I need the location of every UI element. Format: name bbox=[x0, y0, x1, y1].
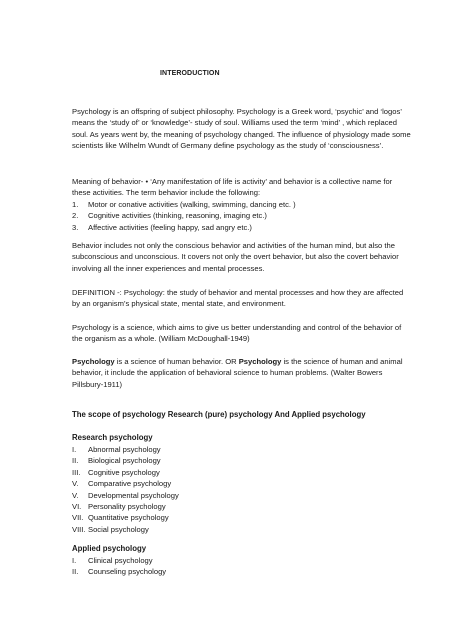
list-text: Cognitive psychology bbox=[88, 467, 160, 477]
list-number: I. bbox=[72, 556, 77, 565]
list-number: 1. bbox=[72, 200, 79, 209]
list-number: 3. bbox=[72, 222, 79, 232]
list-text: Motor or conative activities (walking, swimming, dancing etc. ) bbox=[88, 200, 296, 209]
list-text: Counseling psychology bbox=[88, 567, 167, 577]
list-item bbox=[72, 210, 296, 221]
list-item bbox=[72, 199, 296, 210]
list-text: Developmental psychology bbox=[88, 490, 179, 500]
behavior-scope-paragraph: Behavior includes not only the conscious behavior and activities of the human mind, but also the subconscious and unconscious. It covers not only the overt behavior, but also the covert behavior involving all the inner experiences and mental processes. bbox=[72, 241, 399, 273]
list-item bbox=[72, 555, 166, 566]
research-list bbox=[72, 444, 179, 535]
list-number: 2. bbox=[72, 211, 79, 221]
list-item bbox=[72, 524, 179, 535]
pillsbury-paragraph bbox=[72, 356, 412, 390]
list-number: III. bbox=[72, 467, 81, 477]
list-item bbox=[72, 444, 179, 455]
list-number: II. bbox=[72, 567, 79, 577]
list-text: Comparative psychology bbox=[88, 479, 172, 489]
list-number: VII. bbox=[72, 513, 84, 523]
intro-paragraph: Psychology is an offspring of subject philosophy. Psychology is a Greek word, ‘psychic’ and ‘logos’ means the ‘study of’ or ‘knowledge’- study of soul. Williams used the term ‘mind’ , which replaced soul. As years went by, the meaning of psychology changed. The influence of physiology made some scientists like Wilhelm Wundt of Germany define psychology as the study of ‘consciousness’. bbox=[72, 107, 411, 151]
paragraph-text: is a science of human behavior. OR bbox=[114, 357, 239, 366]
list-number: V. bbox=[72, 479, 79, 489]
research-heading: Research psychology bbox=[72, 433, 153, 442]
list-text: Clinical psychology bbox=[88, 556, 153, 565]
list-text: Quantitative psychology bbox=[88, 513, 169, 523]
list-number: I. bbox=[72, 445, 77, 454]
activities-list bbox=[72, 199, 296, 233]
behavior-meaning-paragraph: Meaning of behavior- • ‘Any manifestation of life is activity’ and behavior is a collective name for these activities. The term behavior include the following: bbox=[72, 177, 393, 198]
list-item bbox=[72, 222, 296, 233]
definition-paragraph: DEFINITION -: Psychology: the study of behavior and mental processes and how they are affected by an organism’s physical state, mental state, and environment. bbox=[72, 288, 404, 309]
list-item bbox=[72, 512, 179, 523]
list-text: Abnormal psychology bbox=[88, 445, 161, 454]
applied-list bbox=[72, 555, 166, 578]
bold-term: Psychology bbox=[72, 357, 115, 366]
paragraph-text: is the science of human and animal behavior, it include the application of behavioral science to human problems. (Walter Bowers Pillsbury-1911) bbox=[72, 357, 403, 389]
list-text: Social psychology bbox=[88, 524, 149, 534]
document-title: INTERODUCTION bbox=[160, 70, 220, 77]
list-item bbox=[72, 467, 179, 478]
list-number: VI. bbox=[72, 502, 82, 512]
list-item bbox=[72, 478, 179, 489]
scope-heading: The scope of psychology Research (pure) psychology And Applied psychology bbox=[72, 410, 366, 419]
list-item bbox=[72, 566, 166, 577]
list-number: V. bbox=[72, 490, 79, 500]
list-text: Cognitive activities (thinking, reasoning, imaging etc.) bbox=[88, 211, 267, 221]
applied-heading: Applied psychology bbox=[72, 544, 147, 553]
list-text: Personality psychology bbox=[88, 502, 166, 512]
list-text: Affective activities (feeling happy, sad angry etc.) bbox=[88, 222, 252, 232]
science-paragraph: Psychology is a science, which aims to give us better understanding and control of the behavior of the organism as a whole. (William McDoughall-1949) bbox=[72, 323, 402, 344]
list-item bbox=[72, 455, 179, 466]
list-number: VIII. bbox=[72, 524, 86, 534]
list-text: Biological psychology bbox=[88, 456, 161, 466]
bold-term: Psychology bbox=[238, 357, 282, 366]
list-number: II. bbox=[72, 456, 79, 466]
list-item bbox=[72, 490, 179, 501]
list-item bbox=[72, 501, 179, 512]
